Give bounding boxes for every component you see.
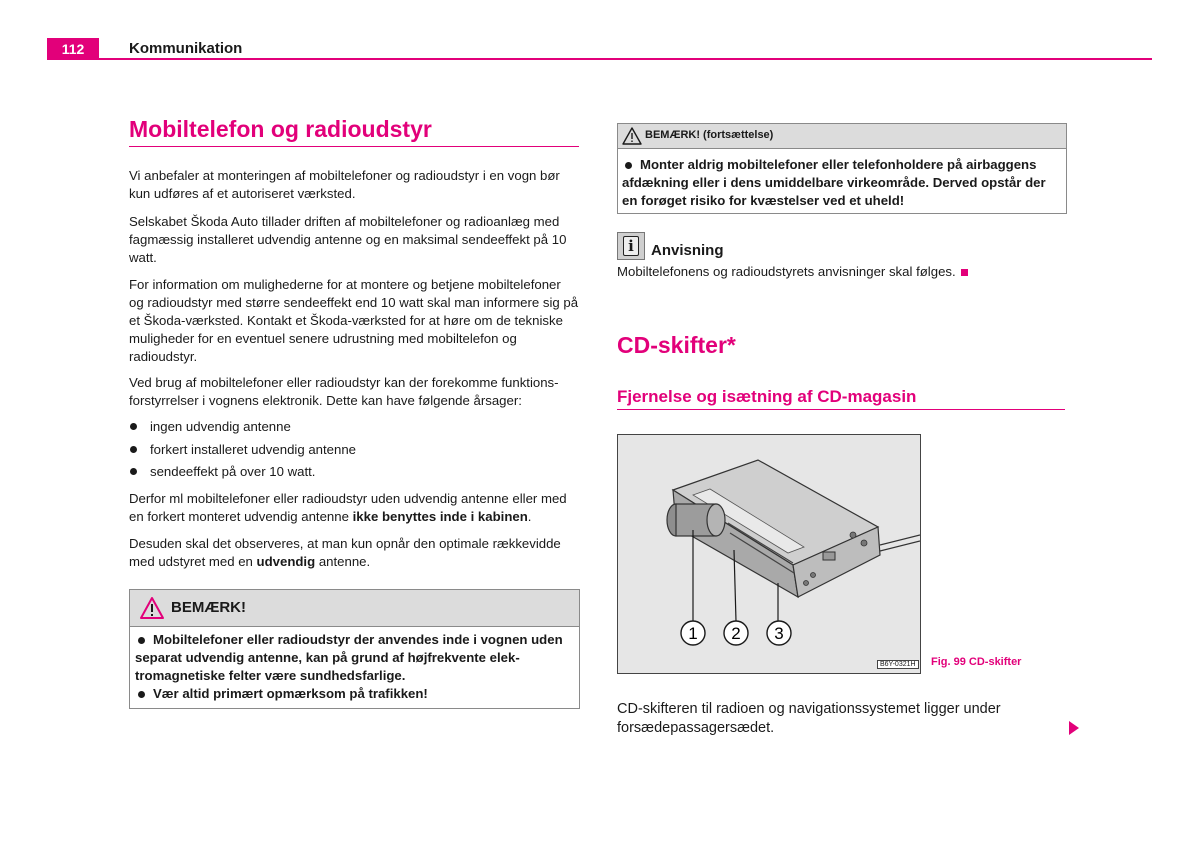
cause-list [129,418,579,486]
end-marker-icon [961,269,968,276]
list-item: forkert installeret udvendig antenne [129,441,579,464]
info-icon: i [617,232,645,260]
warning-triangle-icon [139,596,165,620]
section-title: Kommunikation [129,40,243,57]
bullet-dot [625,162,632,169]
paragraph-4: Ved brug af mobiltelefoner eller radioudstyr kan der forekomme funktions-forstyrrelser i vognens elektronik. Dette kan have følgende årsager: [129,375,559,408]
warning-item: Vær altid primært opmærksom på trafikken! [135,685,574,703]
figure-image-id: B6Y-0321H [877,660,919,669]
paragraph-2: Selskabet Škoda Auto tillader driften af mobiltelefoner og radioanlæg med fagmæssig installeret udvendig antenne og en maksimal sendeeffekt på 10 watt. [129,214,567,265]
list-item: ingen udvendig antenne [129,418,579,441]
paragraph-1: Vi anbefaler at monteringen af mobiltelefoner og radioudstyr i en vogn bør kun udføres af et autoriseret værksted. [129,168,560,201]
bullet-dot [138,691,145,698]
subtitle-rule [617,409,1065,410]
page-number: 112 [47,38,99,60]
next-page-arrow-icon[interactable] [1069,721,1079,735]
note-title: Anvisning [651,242,724,259]
page-title: Mobiltelefon og radioudstyr [129,116,432,142]
paragraph-6: Desuden skal det observeres, at man kun opnår den optimale rækkevidde med udstyret med en udvendig antenne. [129,536,561,569]
closing-paragraph: CD-skifteren til radioen og navigationssystemet ligger under forsædepassagersædet. [617,701,1001,736]
paragraph-3: For information om mulighederne for at montere og betjene mobiltelefoner og radioudstyr med større sendeeffekt end 10 watt skal man informere sig på et Škoda-værksted. Kontakt et Škoda-værksted for at høre om de tekniske muligheder for en eventuel senere udrustning med mobiltelefon og radioudstyr. [129,277,579,364]
warning-header [130,590,579,627]
warning-body [130,627,579,707]
warning-triangle-icon [622,127,642,145]
bullet-dot [130,423,137,430]
warning-title: BEMÆRK! [171,599,246,616]
cd-changer-figure [617,434,921,674]
warning-item: Mobiltelefoner eller radioudstyr der anvendes inde i vognen uden separat udvendig antenne, kan på grund af højfrekvente elek-tromagnetiske felter være sundhedsfarlige. [135,632,563,683]
cd-section-subtitle: Fjernelse og isætning af CD-magasin [617,387,917,406]
callout-label: 3 [774,624,784,643]
callout-label: 2 [731,624,741,643]
bullet-dot [130,446,137,453]
callout-label: 1 [688,624,698,643]
bullet-dot [138,637,145,644]
cd-changer-illustration [618,435,920,673]
note-text: Mobiltelefonens og radioudstyrets anvisninger skal følges. [617,263,1067,281]
cd-section-title: CD-skifter* [617,332,736,358]
figure-caption: Fig. 99 CD-skifter [931,656,1022,668]
warning-continued-header [618,124,1066,149]
title-rule [129,146,579,147]
warning-continued-body: Monter aldrig mobiltelefoner eller telefonholdere på airbaggens afdækning eller i dens umiddelbare virkeområde. Derved opstår der en forøget risiko for kvæstelser ved et uheld! [622,157,1046,208]
list-item: sendeeffekt på over 10 watt. [129,463,579,486]
header-rule [99,58,1152,60]
bullet-dot [130,468,137,475]
warning-continued-box [617,123,1067,214]
paragraph-5: Derfor ml mobiltelefoner eller radioudstyr uden udvendig antenne eller med en forkert monteret udvendig antenne ikke benyttes inde i kabinen. [129,491,567,524]
warning-continued-title: BEMÆRK! (fortsættelse) [645,129,774,141]
warning-box [129,589,580,709]
